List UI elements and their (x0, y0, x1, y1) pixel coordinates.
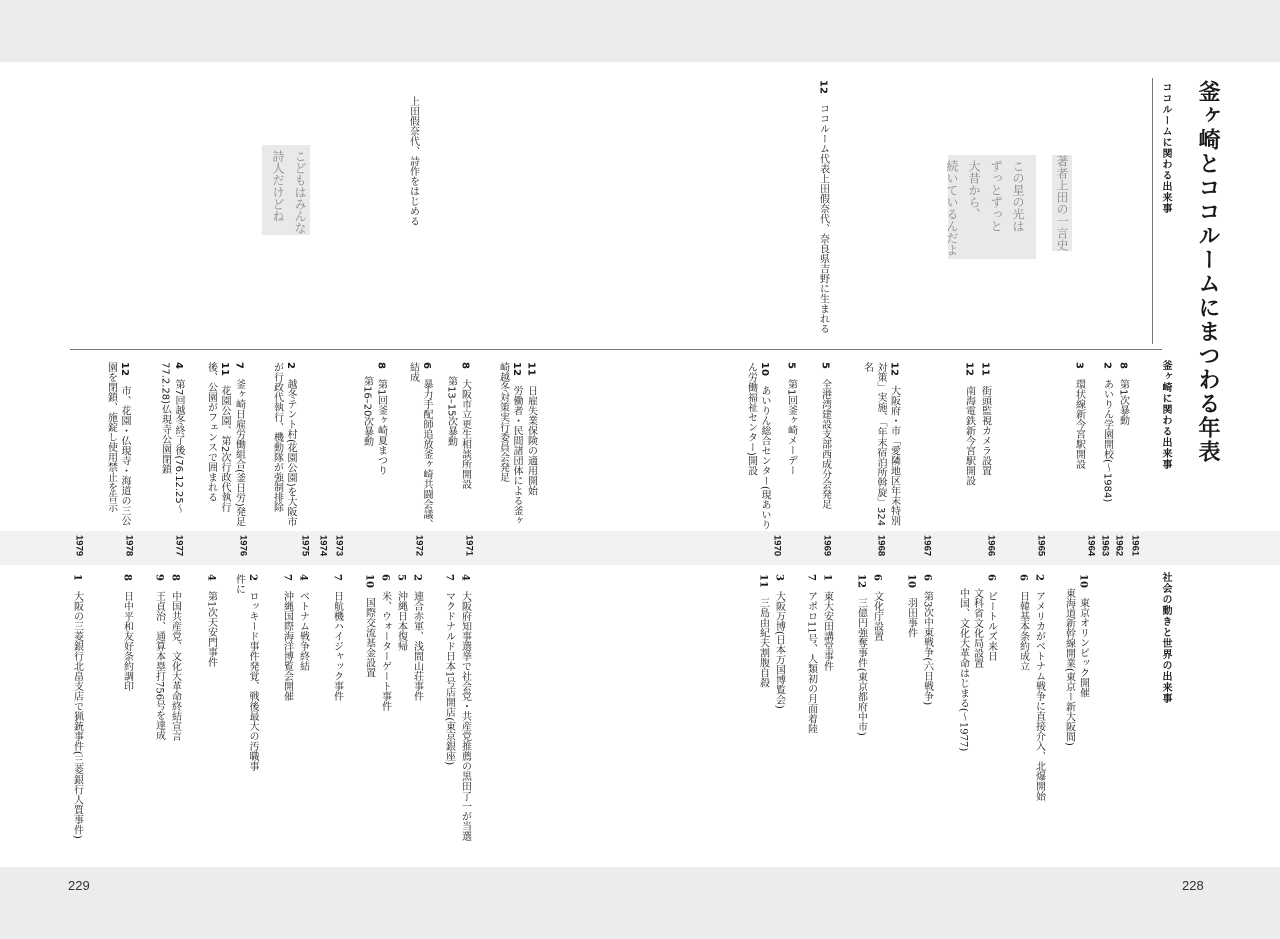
year-label: 1978 (123, 535, 135, 557)
event-text: 羽田事件 (905, 597, 917, 638)
event-month: 10 (1077, 574, 1089, 588)
event-text: 花園公園、第2次行政代執行後、公園がフェンスで囲まれる (205, 362, 230, 513)
event-month: 7 (331, 574, 343, 581)
event-text: 釜ヶ崎日雇労働組合(釜日労)発足 (233, 378, 245, 527)
event-text: あいりん総合センター(現あいりん労働福祉センター)開設 (745, 362, 770, 530)
event-month: 1 (71, 574, 83, 581)
event-text: 文科省文化局設置 (971, 588, 983, 668)
section-cocoroom: ココルームに関わる出来事 (1160, 82, 1171, 214)
event-month: 2 (1033, 574, 1045, 581)
quote-1-line-3: 大昔から、 (967, 160, 981, 220)
event-month: 3 (1073, 362, 1085, 369)
quote-2-line-2: 詩人だけどね (271, 150, 285, 222)
kamagasaki-event (444, 376, 458, 446)
event-month: 6 (985, 574, 997, 581)
quote-2-line-1: こどもはみんな (293, 150, 307, 234)
year-label: 1965 (1035, 535, 1047, 557)
year-label: 1970 (771, 535, 783, 557)
year-label: 1971 (463, 535, 475, 557)
kamagasaki-event (158, 362, 185, 532)
event-month: 12 (119, 362, 130, 376)
world-event (168, 574, 182, 741)
event-month: 2 (1101, 362, 1113, 369)
world-event (820, 574, 834, 671)
event-month: 4 (173, 362, 184, 369)
event-month: 7 (233, 362, 245, 369)
event-month: 7 (443, 574, 455, 581)
event-text: 市、花園・仏現寺・海道の三公園を閉鎖、施錠し使用禁止を告示 (105, 362, 130, 526)
kamagasaki-event (270, 362, 297, 532)
event-month: 6 (1017, 574, 1029, 581)
cocoroom-event (406, 96, 420, 226)
year-label: 1961 (1129, 535, 1141, 557)
event-month: 12 (817, 80, 829, 94)
event-month: 5 (819, 362, 831, 369)
year-label: 1962 (1113, 535, 1125, 557)
kamagasaki-event (458, 362, 472, 489)
world-event (394, 574, 408, 651)
year-label: 1972 (413, 535, 425, 557)
event-month: 8 (121, 574, 133, 581)
event-text: 東大安田講堂事件 (821, 590, 833, 671)
divider-horizontal (70, 349, 1162, 350)
world-event (232, 574, 259, 774)
world-event (854, 574, 868, 736)
world-event (956, 588, 970, 751)
event-month: 9 (153, 574, 165, 581)
world-event (280, 574, 294, 701)
kamagasaki-event (818, 362, 832, 509)
event-text: 東海道新幹線開業(東京ー新大阪間) (1063, 588, 1075, 746)
event-text: 街頭監視カメラ設置 (979, 385, 991, 476)
world-event (330, 574, 344, 701)
event-month: 5 (785, 362, 797, 369)
world-event (920, 574, 934, 705)
event-text: 大阪市立更生相談所開設 (459, 378, 471, 489)
event-month: 7 (805, 574, 817, 581)
event-month: 6 (921, 574, 933, 581)
event-month: 10 (759, 362, 770, 376)
event-month: 2 (247, 574, 258, 581)
world-event (984, 574, 998, 661)
event-text: 沖縄国際海洋博覧会開催 (281, 590, 293, 701)
kamagasaki-event (232, 362, 246, 527)
event-text: 日中平和友好条約調印 (121, 590, 133, 691)
event-month: 3 (773, 574, 785, 581)
section-world: 社会の動きと世界の出来事 (1160, 572, 1171, 704)
page-title: 釜ヶ崎とココルームにまつわる年表 (1195, 80, 1220, 464)
kamagasaki-event (204, 362, 231, 532)
world-event (1076, 574, 1090, 698)
quote-1-line-4: 続いているんだよ (945, 160, 959, 256)
kamagasaki-event (104, 362, 131, 532)
event-text: 環状線新今宮駅開設 (1073, 378, 1085, 469)
world-event (1032, 574, 1046, 801)
kamagasaki-event (374, 362, 388, 475)
kamagasaki-event (360, 376, 374, 446)
event-month: 8 (1117, 362, 1129, 369)
year-label: 1973 (333, 535, 345, 557)
event-text: マクドナルド日本1号店開店(東京銀座) (443, 590, 455, 766)
event-text: 日韓基本条約成立 (1017, 590, 1029, 671)
event-month: 4 (297, 574, 309, 581)
event-month: 12 (888, 362, 900, 376)
event-month: 12 (963, 362, 975, 376)
quote-1-line-2: ずっとずっと (989, 160, 1003, 232)
event-text: 第1次暴動 (1117, 378, 1129, 426)
event-text: 越冬テント村(花園公園)を大阪市が行政代執行、機動隊が強制排除 (271, 362, 296, 527)
event-month: 8 (375, 362, 387, 369)
year-label: 1964 (1085, 535, 1097, 557)
event-text: ベトナム戦争終結 (297, 590, 309, 671)
kamagasaki-event (962, 362, 976, 486)
event-text: 米、ウォーターゲート事件 (379, 590, 391, 711)
event-text: 日航機ハイジャック事件 (331, 590, 343, 701)
event-month: 4 (459, 574, 471, 581)
event-month: 7 (281, 574, 293, 581)
world-event (120, 574, 134, 691)
event-text: 南海電鉄新今宮駅開設 (963, 385, 975, 486)
event-text: 全港湾建設支部西成分会発足 (819, 378, 831, 509)
kamagasaki-event (1072, 362, 1086, 469)
event-month: 2 (411, 574, 423, 581)
event-month: 2 (285, 362, 296, 369)
event-text: 第7回越冬終了後(76.12.25〜77.2.28)仏現寺公園閉鎖 (159, 362, 184, 514)
event-month: 12 (511, 362, 522, 376)
event-text: アポロ11号、人類初の月面着陸 (805, 590, 817, 734)
event-month: 12 (855, 574, 867, 588)
world-event (410, 574, 424, 701)
event-text: 日雇失業保険の適用開始 (525, 385, 537, 496)
world-event (804, 574, 818, 734)
event-text: 沖縄日本復帰 (395, 590, 407, 651)
world-event (772, 574, 786, 709)
world-event (904, 574, 918, 638)
event-text: 大阪府知事選挙で社会党・共産党推薦の黒田了一が当選 (459, 590, 471, 841)
event-month: 10 (363, 574, 375, 588)
kamagasaki-event (406, 362, 433, 532)
event-text: 中国共産党、文化大革命終結宣言 (169, 590, 181, 741)
year-label: 1967 (921, 535, 933, 557)
event-text: ココルーム代表上田假奈代、奈良県吉野に生まれる (817, 103, 829, 334)
kamagasaki-event (1100, 362, 1114, 502)
world-event (442, 574, 456, 765)
kamagasaki-event (978, 362, 992, 476)
event-text: 三億円強奪事件(東京都府中市) (855, 597, 867, 736)
event-text: 第1次天安門事件 (205, 590, 217, 668)
event-text: 東京オリンピック開催 (1077, 597, 1089, 698)
page-number-right: 228 (1182, 878, 1204, 893)
kamagasaki-event (1116, 362, 1130, 425)
world-event (70, 574, 84, 839)
event-text: 大阪万博(日本万国博覧会) (773, 590, 785, 709)
event-text: 国際交流基金設置 (363, 597, 375, 678)
year-label: 1975 (299, 535, 311, 557)
world-event (756, 574, 770, 688)
event-text: 第1回釜ヶ崎メーデー (785, 378, 797, 476)
kamagasaki-event (524, 362, 538, 496)
event-month: 5 (395, 574, 407, 581)
year-label: 1979 (73, 535, 85, 557)
world-event (378, 574, 392, 711)
year-label: 1976 (237, 535, 249, 557)
kamagasaki-event (860, 362, 901, 532)
world-event (296, 574, 310, 671)
event-text: あいりん学園開校(〜1984) (1101, 378, 1113, 503)
kamagasaki-event (744, 362, 771, 532)
world-event (152, 574, 166, 740)
world-event (870, 574, 884, 641)
world-event (204, 574, 218, 667)
event-text: 文化庁設置 (871, 590, 883, 641)
event-text: 第16–20次暴動 (361, 376, 373, 447)
event-text: 中国、文化大革命はじまる(〜1977) (957, 588, 969, 752)
year-label: 1968 (875, 535, 887, 557)
year-label: 1969 (821, 535, 833, 557)
event-text: 大阪の三菱銀行北畠支店で猟銃事件(三菱銀行人質事件) (71, 590, 83, 839)
event-text: 第3次中東戦争(六日戦争) (921, 590, 933, 706)
quote-heading: 著者上田の一言史 (1052, 155, 1072, 251)
event-month: 11 (525, 362, 537, 376)
year-label: 1974 (317, 535, 329, 557)
world-event (1016, 574, 1030, 671)
quote-1-line-1: この星の光は (1011, 160, 1025, 232)
event-text: 連合赤軍、浅間山荘事件 (411, 590, 423, 701)
event-month: 11 (979, 362, 991, 376)
world-event (362, 574, 376, 678)
event-month: 4 (205, 574, 217, 581)
world-event (1062, 588, 1076, 746)
world-event (970, 588, 984, 668)
event-month: 6 (421, 362, 432, 369)
year-label: 1977 (173, 535, 185, 557)
event-month: 6 (871, 574, 883, 581)
event-month: 11 (219, 362, 230, 376)
event-month: 1 (821, 574, 833, 581)
event-text: アメリカがベトナム戦争に直接介入、北爆開始 (1033, 590, 1045, 801)
event-text: 第1回釜ヶ崎夏まつり (375, 378, 387, 476)
event-text: 第13–15次暴動 (445, 376, 457, 447)
page-number-left: 229 (68, 878, 90, 893)
event-text: 王貞治、通算本塁打756号を達成 (153, 590, 165, 741)
event-month: 8 (459, 362, 471, 369)
year-label: 1966 (985, 535, 997, 557)
event-text: ロッキード事件発覚、戦後最大の汚職事件に (233, 574, 258, 771)
kamagasaki-event (784, 362, 798, 475)
event-text: 上田假奈代、詩作をはじめる (407, 96, 419, 226)
kamagasaki-event (496, 362, 523, 532)
event-text: 三島由紀夫割腹自殺 (757, 597, 769, 688)
book-spread (0, 62, 1280, 867)
year-label: 1963 (1099, 535, 1111, 557)
event-text: 労働者・民間諸団体による釜ヶ崎越冬対策実行委員会発足 (497, 362, 522, 526)
event-text: ビートルズ来日 (985, 590, 997, 661)
event-month: 8 (169, 574, 181, 581)
world-event (458, 574, 472, 841)
cocoroom-event (816, 80, 830, 334)
event-month: 10 (905, 574, 917, 588)
event-text: 大阪府・市「愛隣地区年末特別対策」実施、「年末宿泊所斡旋」324名 (861, 362, 900, 527)
event-month: 11 (757, 574, 769, 588)
event-month: 6 (379, 574, 391, 581)
divider-vertical (1152, 78, 1153, 344)
section-kamagasaki: 釜ヶ崎に関わる出来事 (1160, 360, 1171, 470)
event-text: 暴力手配師追放釜ヶ崎共闘会議、結成 (407, 362, 432, 529)
